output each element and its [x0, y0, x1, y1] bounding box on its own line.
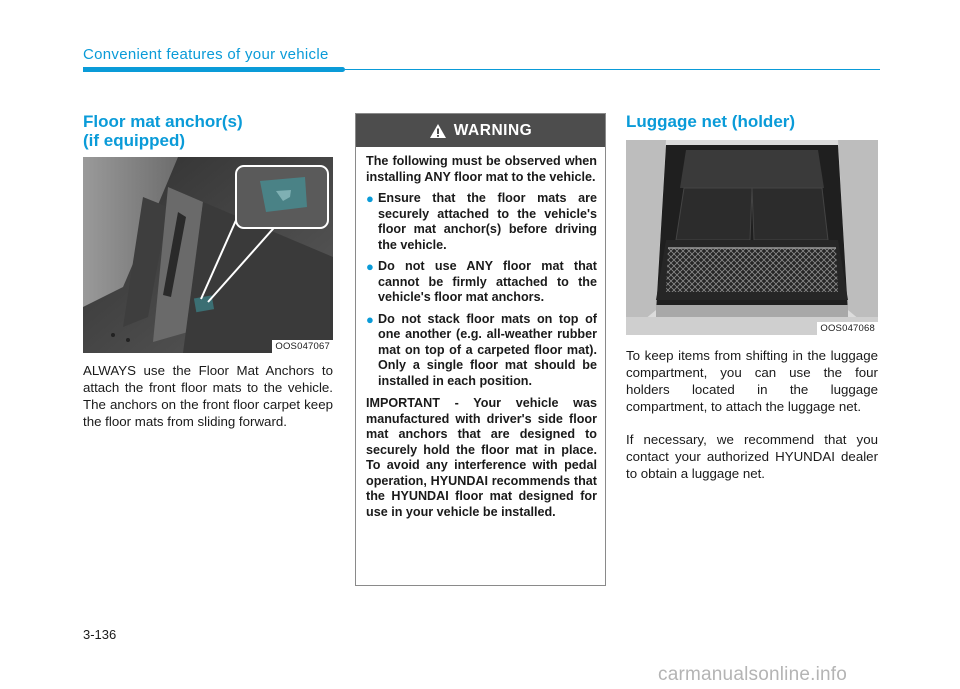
warning-triangle-icon — [429, 123, 447, 139]
luggage-net-heading: Luggage net (holder) — [626, 112, 796, 131]
luggage-net-paragraph-2: If necessary, we recommend that you contact your authorized HYUNDAI dealer to obtain a luggage net. — [626, 432, 878, 481]
warning-item — [366, 191, 597, 253]
bullet-icon: ● — [366, 191, 374, 206]
warning-item — [366, 259, 597, 306]
figure-code-left: OOS047067 — [272, 340, 333, 353]
warning-intro: The following must be observed when installing ANY floor mat to the vehicle. — [366, 154, 597, 184]
floor-mat-heading-line2: (if equipped) — [83, 131, 185, 150]
floor-mat-heading-line1: Floor mat anchor(s) — [83, 112, 243, 131]
floor-mat-heading — [83, 112, 333, 150]
luggage-net-image — [626, 140, 878, 335]
warning-header — [356, 114, 605, 147]
warning-item-text: Do not stack floor mats on top of one another (e.g. all-weather rubber mat on top of a carpeted floor mat). Only a single floor mat should be installed in each position. — [378, 311, 597, 388]
luggage-net-illustration — [626, 140, 878, 335]
warning-item-text: Do not use ANY floor mat that cannot be firmly attached to the vehicle's floor mat anchors. — [378, 259, 597, 304]
watermark: carmanualsonline.info — [658, 664, 848, 685]
header-rule — [345, 69, 880, 70]
warning-body — [356, 147, 605, 520]
bullet-icon: ● — [366, 311, 374, 327]
bullet-icon: ● — [366, 259, 374, 274]
floor-mat-paragraph: ALWAYS use the Floor Mat Anchors to attach the front floor mats to the vehicle. The anchors on the front floor carpet keep the floor mats from sliding forward. — [83, 363, 333, 429]
floor-mat-anchor-illustration — [83, 157, 333, 353]
header-accent-bar — [83, 67, 345, 72]
luggage-net-paragraph-1: To keep items from shifting in the luggage compartment, you can use the four holders located in the luggage compartment, to attach the luggage net. — [626, 348, 878, 414]
warning-title: WARNING — [453, 121, 533, 139]
page-number: 3-136 — [83, 627, 117, 642]
warning-item-text: Ensure that the floor mats are securely attached to the vehicle's floor mat anchor(s) before driving the vehicle. — [378, 191, 597, 252]
section-title: Convenient features of your vehicle — [83, 46, 329, 63]
warning-list — [366, 191, 597, 389]
warning-important: IMPORTANT - Your vehicle was manufactured with driver's side floor mat anchors that are designed to securely hold the floor mat in place. To avoid any interference with pedal operation, HYUNDAI recommends that the HYUNDAI floor mat designed for use in your vehicle be installed. — [366, 396, 597, 519]
floor-mat-anchor-image — [83, 157, 333, 353]
figure-code-right: OOS047068 — [817, 322, 878, 335]
warning-box — [355, 113, 606, 586]
warning-item — [366, 312, 597, 390]
